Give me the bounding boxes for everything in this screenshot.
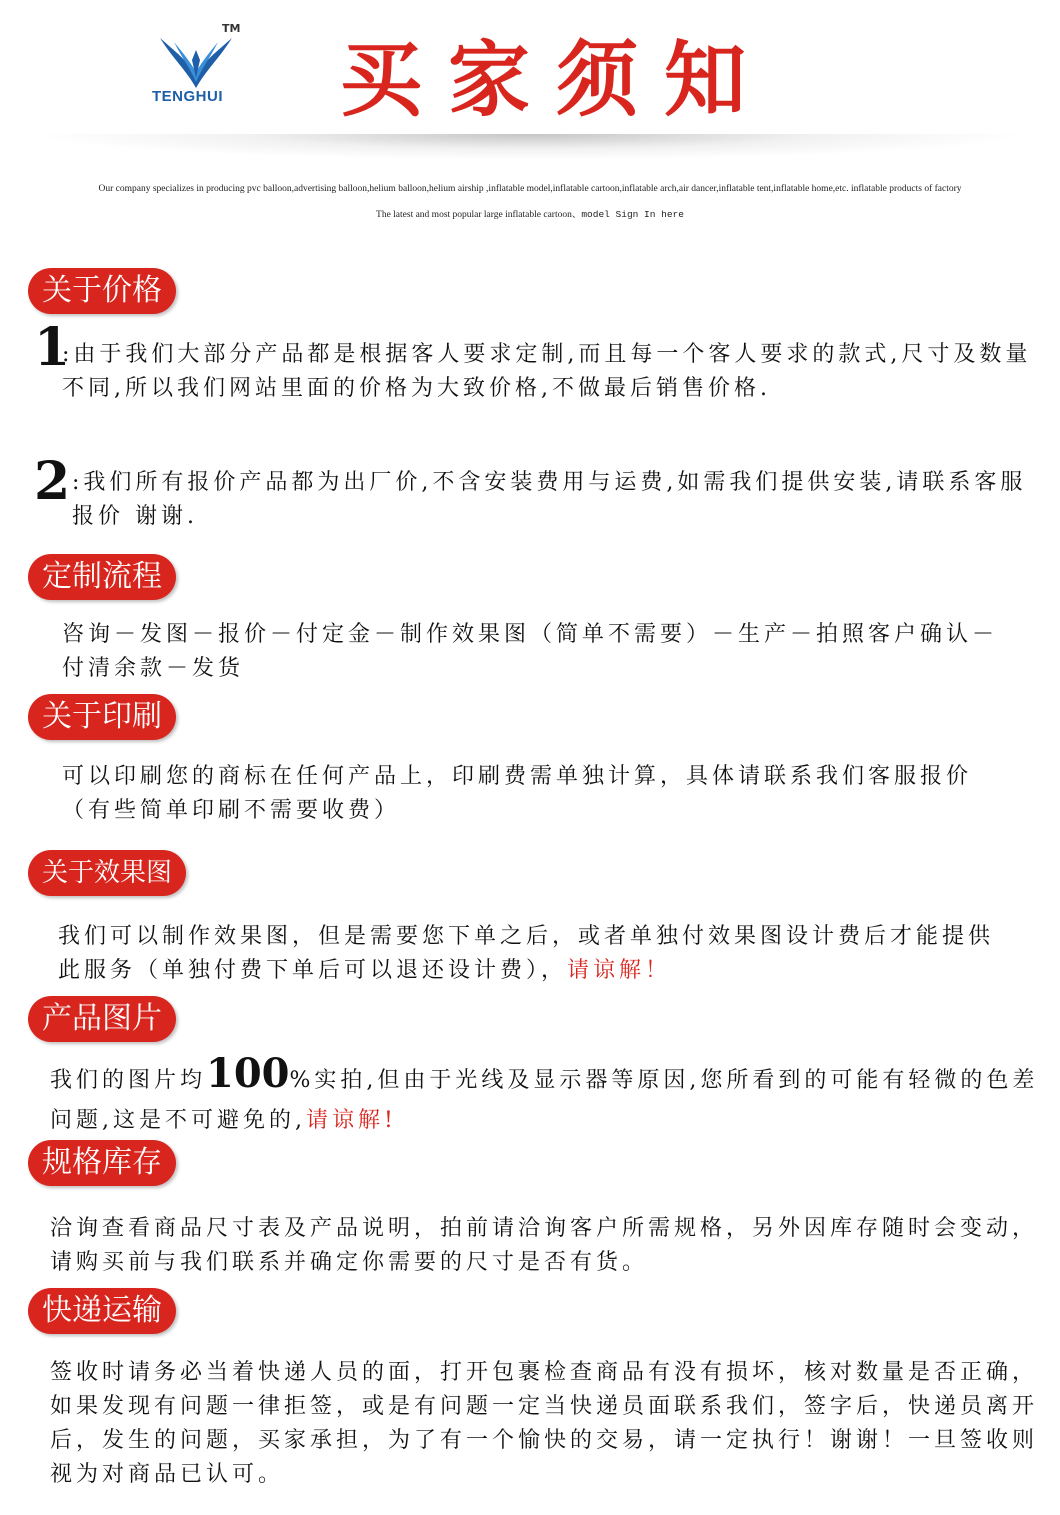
photos-text-a: 我们的图片均 — [50, 1068, 207, 1093]
brand-name: TENGHUI — [152, 88, 223, 105]
company-intro: Our company specializes in producing pvc balloon,advertising balloon,helium balloon,helium airship ,inflatable model,inflatable cartoon,inflatable arch,air dancer,inflatable tent,inflatable home,etc. inflatable products of factory — [98, 184, 962, 194]
company-intro-2 — [0, 206, 1060, 220]
price-item-1 — [62, 338, 1052, 406]
section-heading-process: 定制流程 — [28, 554, 176, 600]
brand-logo-mark-icon — [156, 30, 236, 90]
item-number-2: 2 — [34, 451, 71, 512]
photos-big-number: 100 — [206, 1050, 290, 1097]
section-heading-printing: 关于印刷 — [28, 694, 176, 740]
photos-text-b: %实拍,但由于光线及显示器等原因,您所看到的可能有轻微的色差问题,这是不可避免的, — [50, 1068, 1039, 1133]
title-divider — [30, 134, 1030, 160]
rendering-text-body: 我们可以制作效果图，但是需要您下单之后，或者单独付效果图设计费后才能提供此服务（单独付费下单后可以退还设计费）， — [58, 924, 995, 983]
section-heading-photos: 产品图片 — [28, 996, 176, 1042]
price-item-2-text: :我们所有报价产品都为出厂价,不含安装费用与运费,如需我们提供安装,请联系客服报价 谢谢. — [72, 470, 1027, 529]
stock-text: 洽询查看商品尺寸表及产品说明，拍前请洽询客户所需规格，另外因库存随时会变动，请购买前与我们联系并确定你需要的尺寸是否有货。 — [50, 1216, 1039, 1275]
trademark-symbol: TM — [222, 22, 241, 35]
item-number-1: 1 — [34, 317, 71, 378]
price-item-2 — [72, 466, 1052, 534]
shipping-text: 签收时请务必当着快递人员的面，打开包裹检查商品有没有损坏，核对数量是否正确，如果发现有问题一律拒签，或是有问题一定当快递员面联系我们，签字后，快递员离开后，发生的问题，买家承担，为了有一个愉快的交易，请一定执行！谢谢！一旦签收则视为对商品已认可。 — [50, 1360, 1039, 1487]
intro2-b: model Sign In here — [581, 209, 684, 220]
photos-note: 请谅解! — [306, 1108, 397, 1133]
process-text: 咨询－发图－报价－付定金－制作效果图（简单不需要）－生产－拍照客户确认－付清余款－发货 — [62, 622, 999, 681]
intro2-a: The latest and most popular large inflatable cartoon、 — [376, 210, 582, 220]
rendering-text — [58, 920, 1018, 988]
section-heading-stock: 规格库存 — [28, 1140, 176, 1186]
section-heading-price: 关于价格 — [28, 268, 176, 314]
price-item-1-text: :由于我们大部分产品都是根据客人要求定制,而且每一个客人要求的款式,尺寸及数量不同,所以我们网站里面的价格为大致价格,不做最后销售价格. — [62, 342, 1032, 401]
photos-text — [50, 1050, 1050, 1141]
section-heading-shipping: 快递运输 — [28, 1288, 176, 1334]
section-heading-rendering: 关于效果图 — [28, 850, 186, 896]
printing-text: 可以印刷您的商标在任何产品上，印刷费需单独计算，具体请联系我们客服报价（有些简单印刷不需要收费） — [62, 764, 973, 823]
rendering-note: 请谅解！ — [567, 958, 672, 983]
page-title: 买家须知 — [340, 32, 773, 128]
